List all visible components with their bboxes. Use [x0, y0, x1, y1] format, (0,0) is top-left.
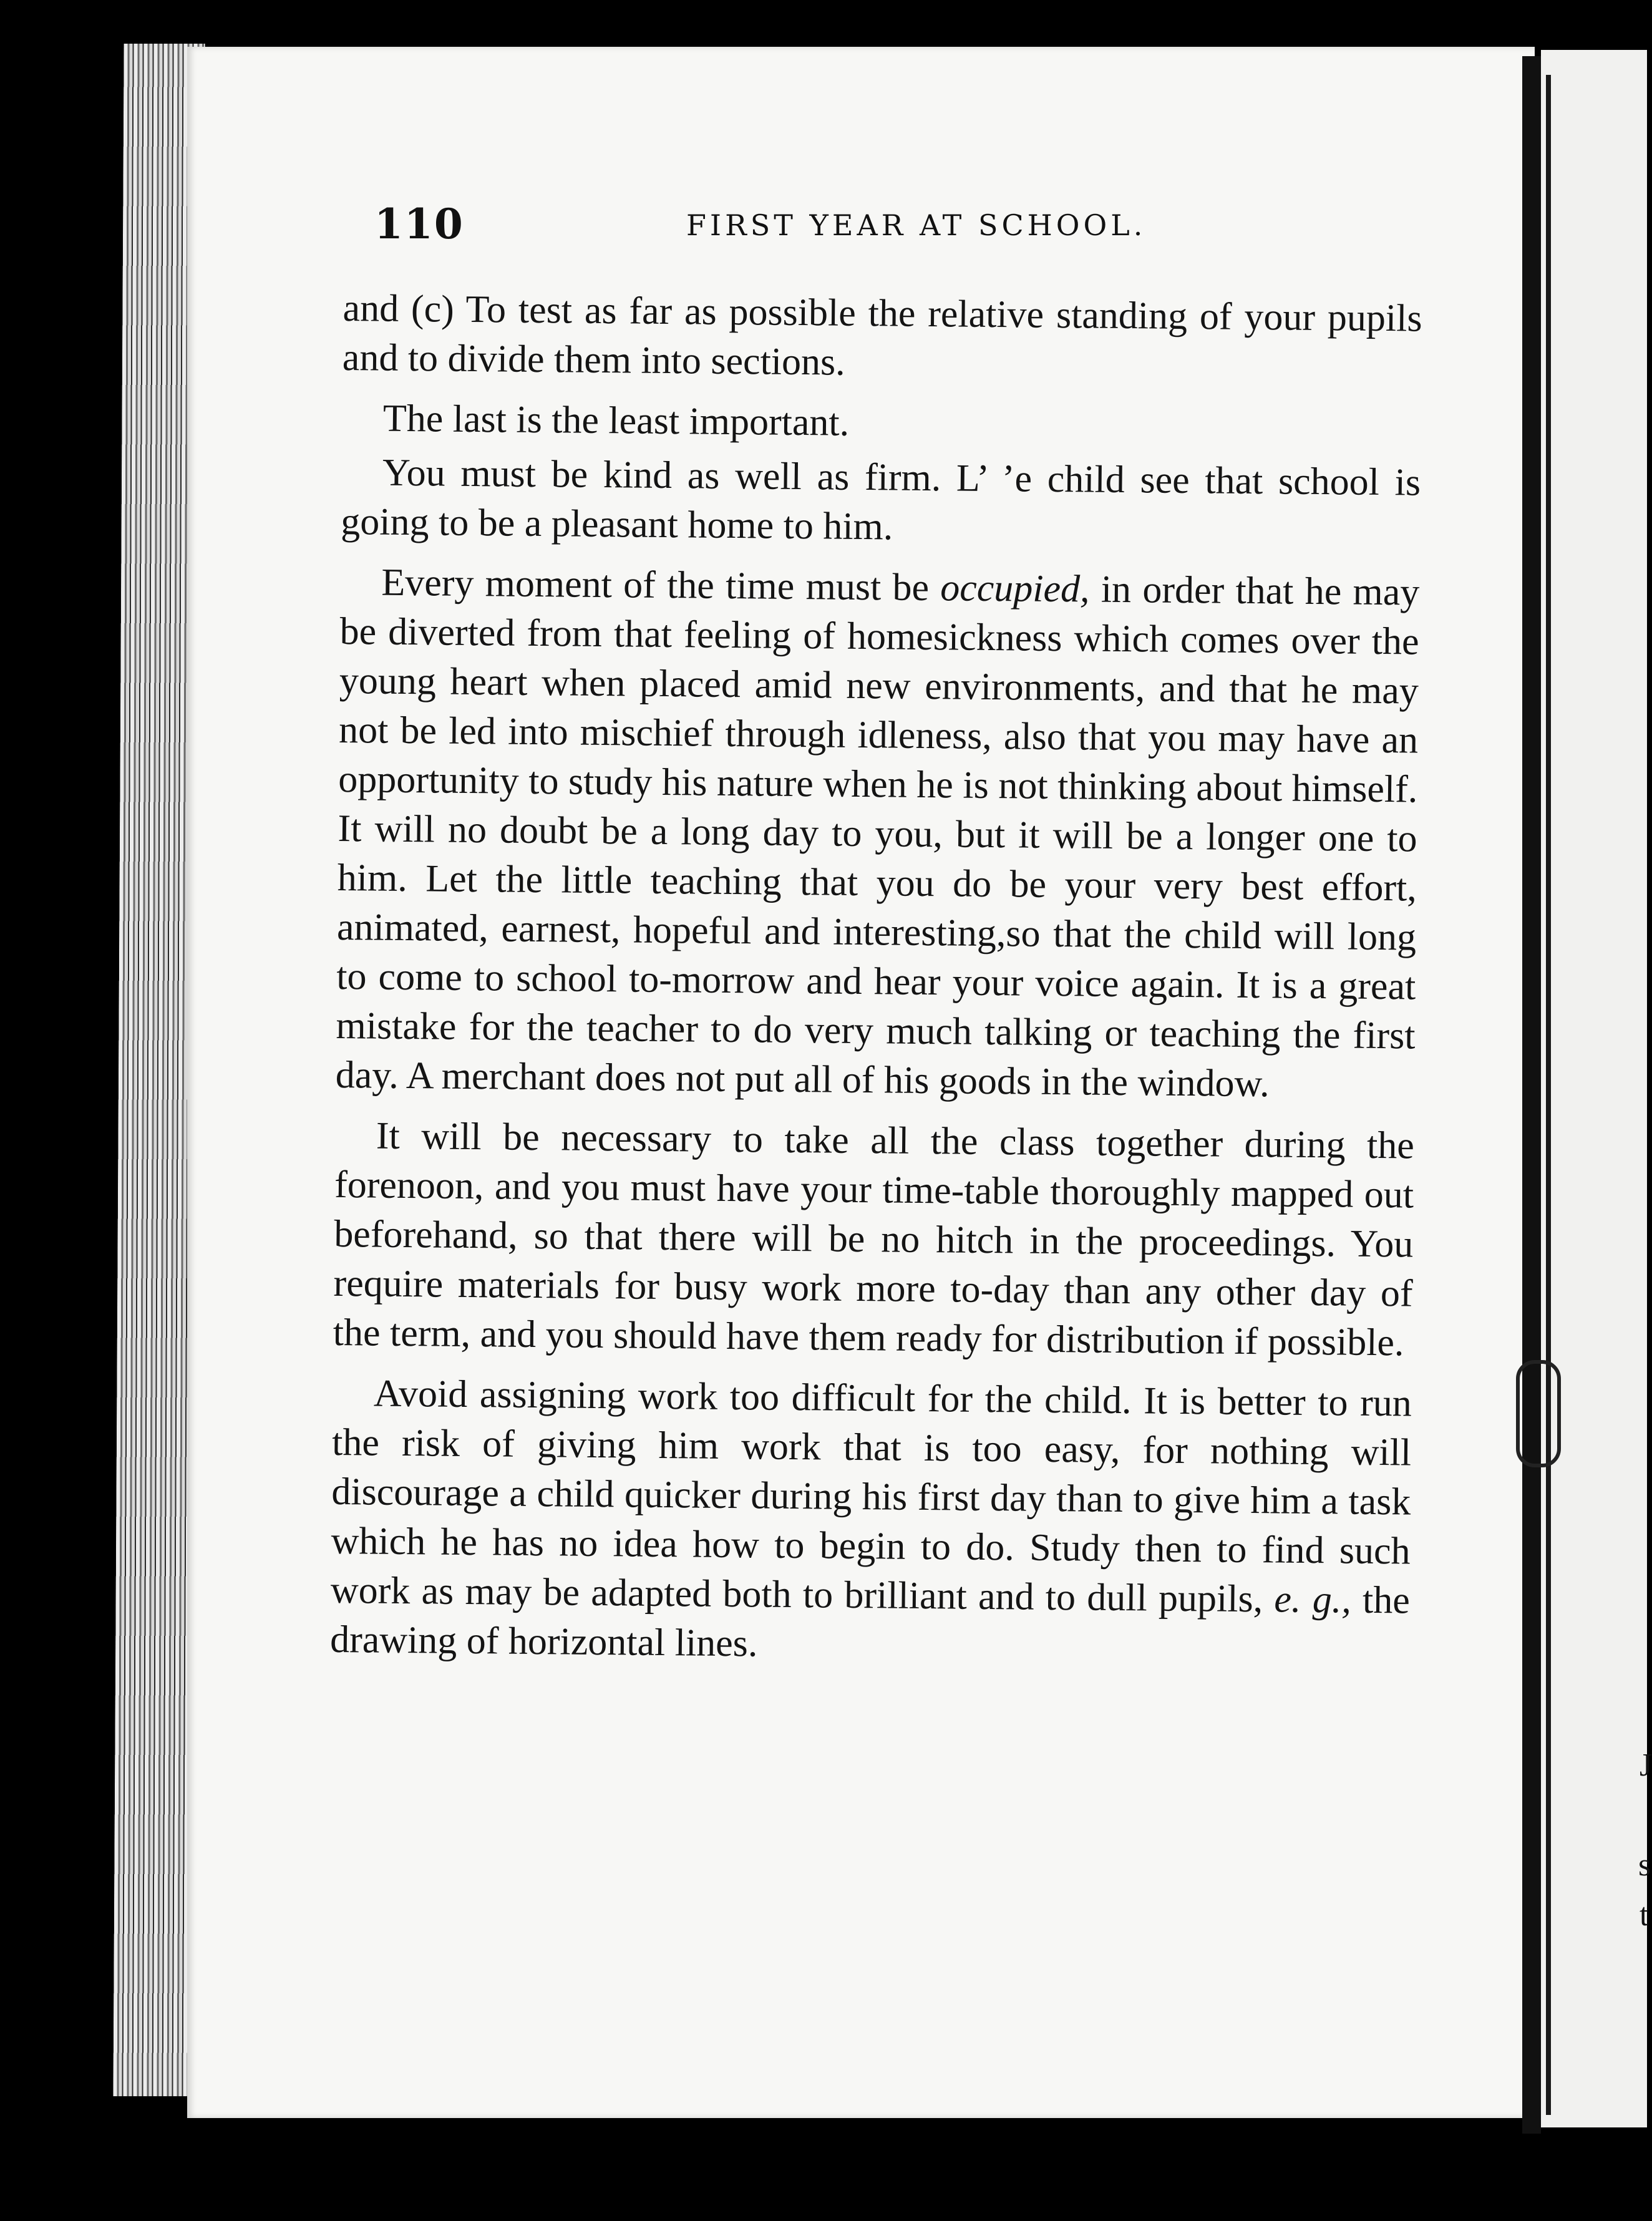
next-page-fold — [1546, 75, 1551, 2115]
paragraph — [330, 1369, 1412, 1675]
next-page-fragment: t — [1640, 1897, 1649, 1933]
next-page-fragment: s — [1638, 1847, 1651, 1883]
paragraph-text: Avoid assigning work too difficult for the child. It is better to run the risk of giving him work that is too easy, for nothing will discourage a child quicker during his first day than to give him a task which he has no idea how to begin to do. Study then to find such work as may be adapted both to brilliant and to dull pupils, — [330, 1372, 1412, 1621]
emphasis-text: occupied, — [940, 566, 1090, 611]
paragraph-text: Every moment of the time must be — [381, 561, 941, 610]
paragraph-text: in order that he may be diverted from that feeling of homesickness which comes over the young heart when placed amid new environments, and that he may not be led into mischief through idleness, also that you may have an opportunity to study his nature when he is not thinking about himself. It will no doubt be a long day to you, but it will be a longer one to him. Let the little teaching that you do be your very best effort, animated, earnest, hopeful and interesting,so that the child will long to come to school to-morrow and hear your voice again. It is a great mistake for the teacher to do very much talking or teaching the first day. A merchant does not put all of his goods in the window. — [335, 568, 1420, 1106]
paragraph-text: the drawing of horizontal lines. — [329, 1578, 1411, 1665]
page-body — [330, 284, 1422, 1686]
running-head — [374, 187, 1528, 262]
paragraph — [335, 558, 1419, 1110]
running-title: FIRST YEAR AT SCHOOL. — [686, 208, 1147, 242]
emphasis-text: e. g., — [1274, 1578, 1352, 1621]
paragraph: The last is the least important. — [382, 397, 850, 444]
next-page-fragment: J — [1640, 1747, 1652, 1783]
book-gutter — [1522, 56, 1541, 2134]
paragraph: and (c) To test as far as possible the relative standing of your pupils and to divide them into sections. — [342, 286, 1422, 384]
binding-clip-icon — [1516, 1360, 1561, 1467]
page-number: 110 — [374, 200, 464, 248]
paragraph: You must be kind as well as firm. L’ ’e child see that school is going to be a pleasant home to him. — [341, 451, 1421, 548]
next-page-edge — [1541, 50, 1647, 2127]
paragraph: It will be necessary to take all the class together during the forenoon, and you must have your time-table thoroughly mapped out beforehand, so that there will be no hitch in the proceedings. You require materials for busy work more to-day than any other day of the term, and you should have them ready for distribution if possible. — [333, 1114, 1415, 1364]
